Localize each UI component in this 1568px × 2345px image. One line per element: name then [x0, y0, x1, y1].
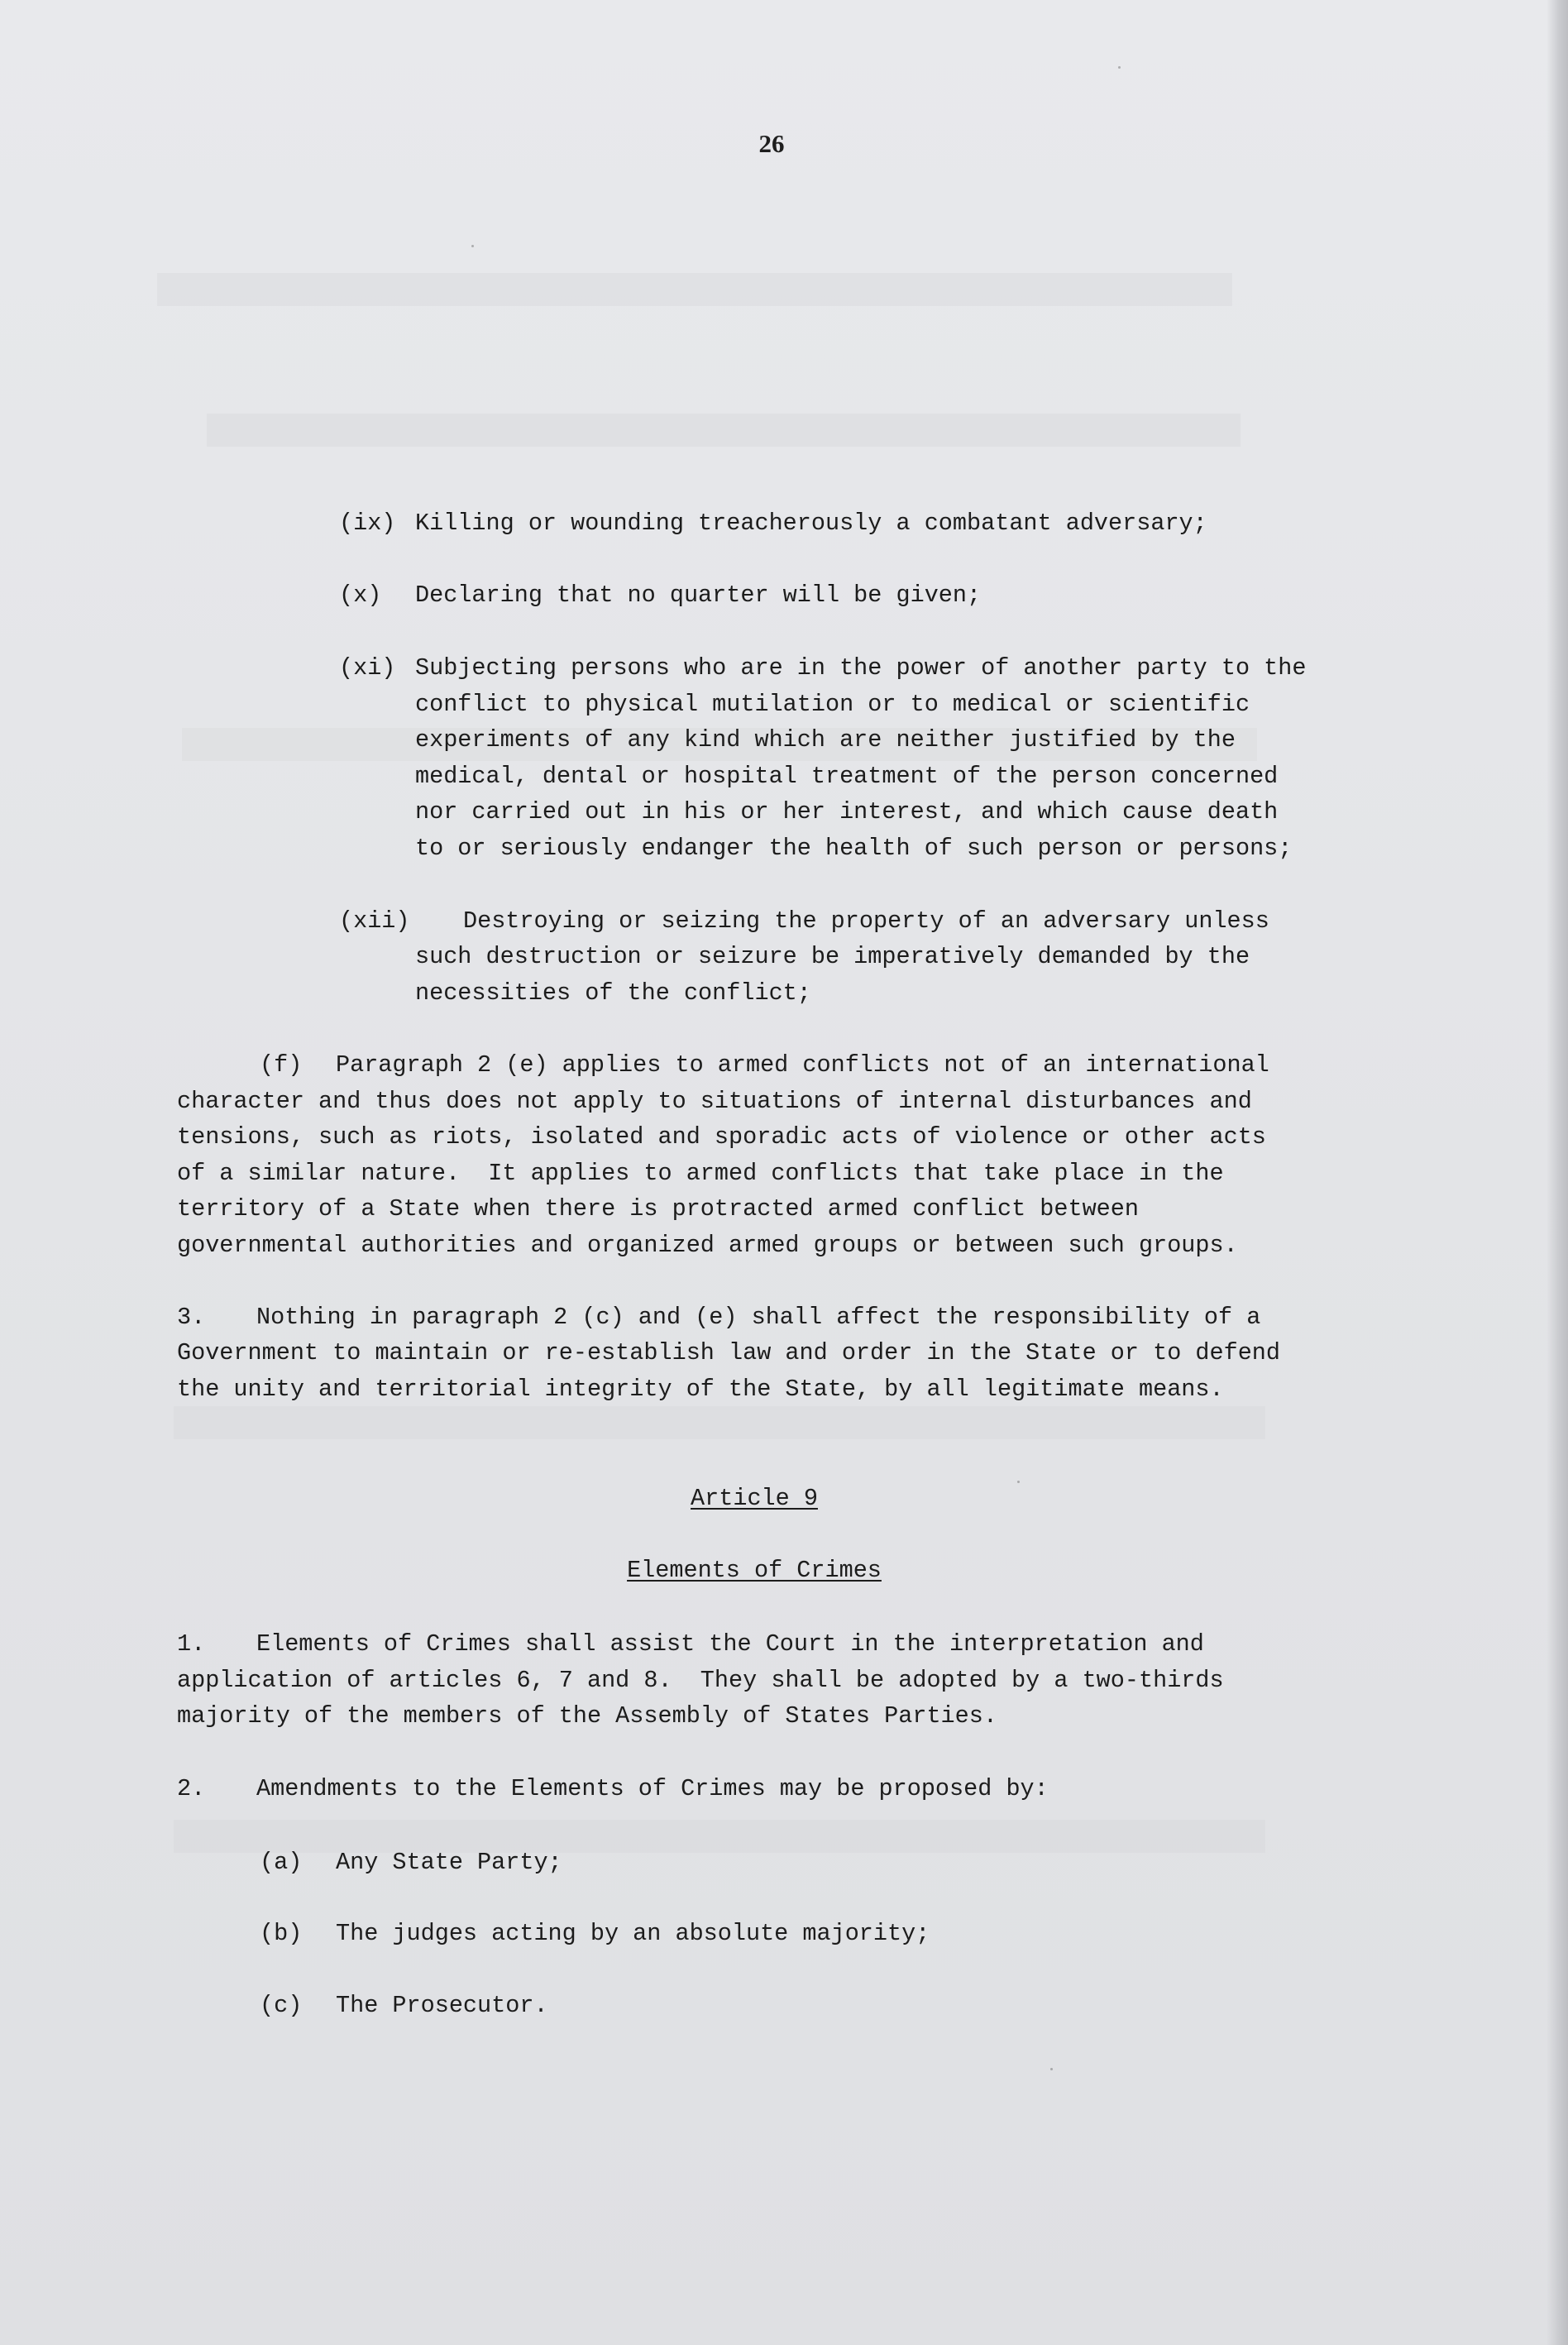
article-para-1-line-1: Elements of Crimes shall assist the Court in the interpretation and [256, 1630, 1204, 1658]
page-number: 26 [758, 129, 785, 158]
show-through-smudge [207, 414, 1241, 447]
paragraph-f-line-4: of a similar nature. It applies to armed conflicts that take place in the [177, 1160, 1224, 1187]
proposer-b-label: (b) [260, 1920, 303, 1947]
article-para-1-line-2: application of articles 6, 7 and 8. They shall be adopted by a two-thirds [177, 1667, 1224, 1694]
item-x-line-1: Declaring that no quarter will be given; [415, 581, 982, 609]
item-xi-line-3: experiments of any kind which are neither justified by the [415, 726, 1236, 754]
paragraph-3-line-3: the unity and territorial integrity of the State, by all legitimate means. [177, 1376, 1224, 1403]
item-xi-line-4: medical, dental or hospital treatment of the person concerned [415, 763, 1279, 790]
article-para-2-label: 2. [177, 1775, 206, 1802]
article-para-2-line-1: Amendments to the Elements of Crimes may be proposed by: [256, 1775, 1049, 1802]
item-xi-line-1: Subjecting persons who are in the power of another party to the [415, 654, 1307, 682]
paper-speck [471, 245, 474, 247]
paragraph-f-line-1: Paragraph 2 (e) applies to armed conflicts not of an international [336, 1051, 1269, 1079]
show-through-smudge [157, 273, 1232, 306]
paragraph-3-label: 3. [177, 1304, 206, 1331]
item-xii-line-2: such destruction or seizure be imperatively demanded by the [415, 943, 1250, 970]
paragraph-3-line-2: Government to maintain or re-establish law and order in the State or to defend [177, 1339, 1281, 1366]
item-xii-line-1: Destroying or seizing the property of an adversary unless [463, 907, 1269, 935]
article-heading [0, 1481, 1538, 1517]
item-label-xii: (xii) [339, 907, 410, 935]
paragraph-f-line-5: territory of a State when there is protracted armed conflict between [177, 1195, 1139, 1223]
proposer-a-label: (a) [260, 1849, 303, 1876]
article-para-1-line-3: majority of the members of the Assembly of States Parties. [177, 1702, 997, 1730]
proposer-b-text: The judges acting by an absolute majority; [336, 1920, 930, 1947]
paragraph-f-line-6: governmental authorities and organized armed groups or between such groups. [177, 1232, 1238, 1259]
item-label-xi: (xi) [339, 654, 396, 682]
item-xi-line-2: conflict to physical mutilation or to medical or scientific [415, 691, 1250, 718]
item-xi-line-5: nor carried out in his or her interest, and which cause death [415, 798, 1279, 826]
item-ix-line-1: Killing or wounding treacherously a combatant adversary; [415, 510, 1207, 537]
page-edge-shadow [1546, 0, 1568, 2345]
proposer-c-text: The Prosecutor. [336, 1992, 548, 2019]
article-para-1-label: 1. [177, 1630, 206, 1658]
paper-speck [1050, 2068, 1053, 2070]
article-heading-text: Article 9 [691, 1485, 818, 1512]
paragraph-f-label: (f) [260, 1051, 303, 1079]
item-label-x: (x) [339, 581, 382, 609]
proposer-a-text: Any State Party; [336, 1849, 562, 1876]
item-label-ix: (ix) [339, 510, 396, 537]
paragraph-f-line-2: character and thus does not apply to situations of internal disturbances and [177, 1088, 1252, 1115]
item-xi-line-6: to or seriously endanger the health of such person or persons; [415, 835, 1293, 862]
article-title-text: Elements of Crimes [627, 1557, 882, 1584]
paragraph-3-line-1: Nothing in paragraph 2 (c) and (e) shall affect the responsibility of a [256, 1304, 1261, 1331]
paragraph-f-line-3: tensions, such as riots, isolated and sporadic acts of violence or other acts [177, 1123, 1266, 1151]
proposer-c-label: (c) [260, 1992, 303, 2019]
paper-speck [1118, 66, 1121, 69]
item-xii-line-3: necessities of the conflict; [415, 979, 811, 1007]
article-title [0, 1553, 1538, 1589]
show-through-smudge [174, 1406, 1265, 1439]
